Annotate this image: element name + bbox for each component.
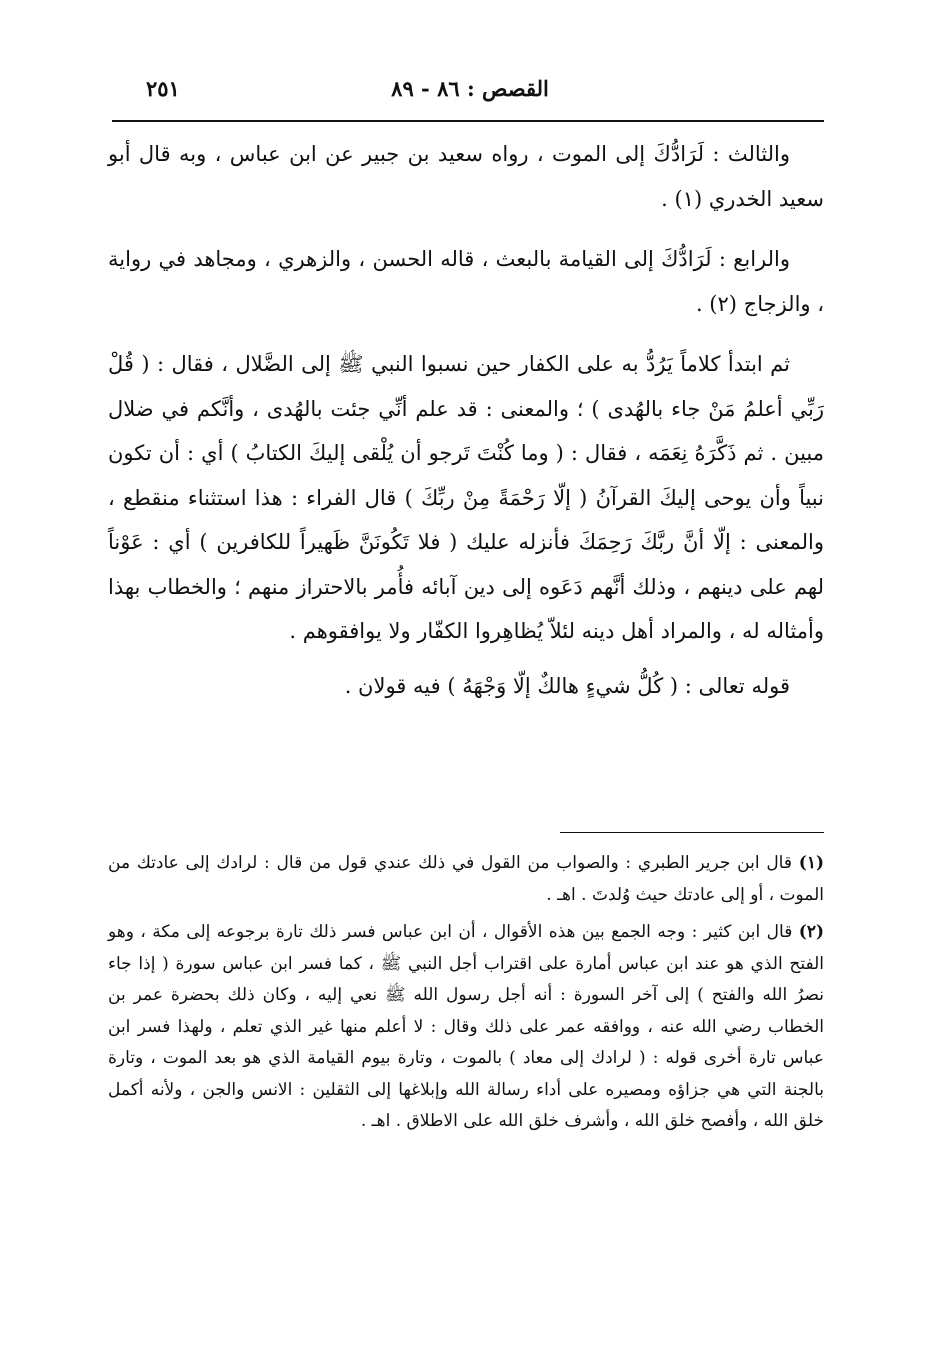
paragraph-commentary: ثم ابتدأ كلاماً يَرُدُّ به على الكفار حين نسبوا النبي ﷺ إلى الضَّلال ، فقال : ( قُلْ رَبِّي أعلمُ مَنْ جاء بالهُدى ) ؛ والمعنى : قد علم أنِّي جئت بالهُدى ، وأنَّكم في ضلال مبين . ثم ذَكَّرَهُ نِعَمَه ، فقال : ( وما كُنْتَ تَرجو أن يُلْقى إليكَ الكتابُ ) أي : أن تكون نبياً وأن يوحى إليكَ القرآنُ ( إلّا رَحْمَةً مِنْ ربِّكَ ) قال الفراء : هذا استثناء منقطع ، والمعنى : إلّا أنَّ ربَّكَ رَحِمَكَ فأنزله عليك ( فلا تَكُونَنَّ ظَهيراً للكافرين ) أي : عَوْناً لهم على دينهم ، وذلك أنَّهم دَعَوه إلى دين آبائه فأُمر بالاحتراز منهم ؛ والخطاب بهذا وأمثاله له ، والمراد أهل دينه لئلاّ يُظاهِروا الكفّار ولا يوافقوهم .: [108, 352, 824, 643]
footnotes: [108, 848, 824, 1144]
footnote-1-text: قال ابن جرير الطبري : والصواب من القول في ذلك عندي قول من قال : لرادك إلى عادتك من الموت ، أو إلى عادتك حيث وُلدتَ . اهـ .: [108, 853, 824, 905]
footnote-rule: [560, 832, 824, 833]
footnote-2: [108, 917, 824, 1138]
page-number: ٢٥١: [146, 76, 180, 101]
running-header: [120, 70, 820, 110]
footnote-2-number: (٢): [798, 922, 824, 942]
paragraph-fourth-opinion: والرابع : لَرَادُّكَ إلى القيامة بالبعث ، قاله الحسن ، والزهري ، ومجاهد في رواية ، والزجاج (٢) .: [108, 247, 824, 316]
main-text: [108, 132, 824, 718]
header-title: القصص : ٨٦ - ٨٩: [391, 76, 549, 101]
footnote-1: [108, 848, 824, 911]
paragraph-verse-heading: قوله تعالى : ( كُلُّ شيءٍ هالكٌ إلّا وَجْهَهُ ) فيه قولان .: [344, 673, 790, 698]
header-rule: [112, 120, 824, 122]
footnote-1-number: (١): [798, 853, 825, 873]
paragraph-third-opinion: والثالث : لَرَادُّكَ إلى الموت ، رواه سعيد بن جبير عن ابن عباس ، وبه قال أبو سعيد الخدري (١) .: [108, 142, 824, 211]
footnote-2-text: قال ابن كثير : وجه الجمع بين هذه الأقوال ، أن ابن عباس فسر ذلك تارة برجوعه إلى مكة ، وهو الفتح الذي هو عند ابن عباس أمارة على اقتراب أجل النبي ﷺ ، كما فسر ابن عباس سورة ( إذا جاء نصرُ الله والفتح ) إلى آخر السورة : أنه أجل رسول الله ﷺ نعي إليه ، وكان ذلك بحضرة عمر بن الخطاب رضي الله عنه ، ووافقه عمر على ذلك وقال : لا أعلم منها غير الذي تعلم ، ولهذا فسر ابن عباس تارة أخرى قوله : ( لرادك إلى معاد ) بالموت ، وتارة بيوم القيامة الذي هو بعد الموت ، وتارة بالجنة التي هي جزاؤه ومصيره على أداء رسالة الله وإبلاغها إلى الثقلين : الانس والجن ، ولأنه أكمل خلق الله ، وأفصح خلق الله ، وأشرف خلق الله على الاطلاق . اهـ .: [108, 922, 824, 1131]
